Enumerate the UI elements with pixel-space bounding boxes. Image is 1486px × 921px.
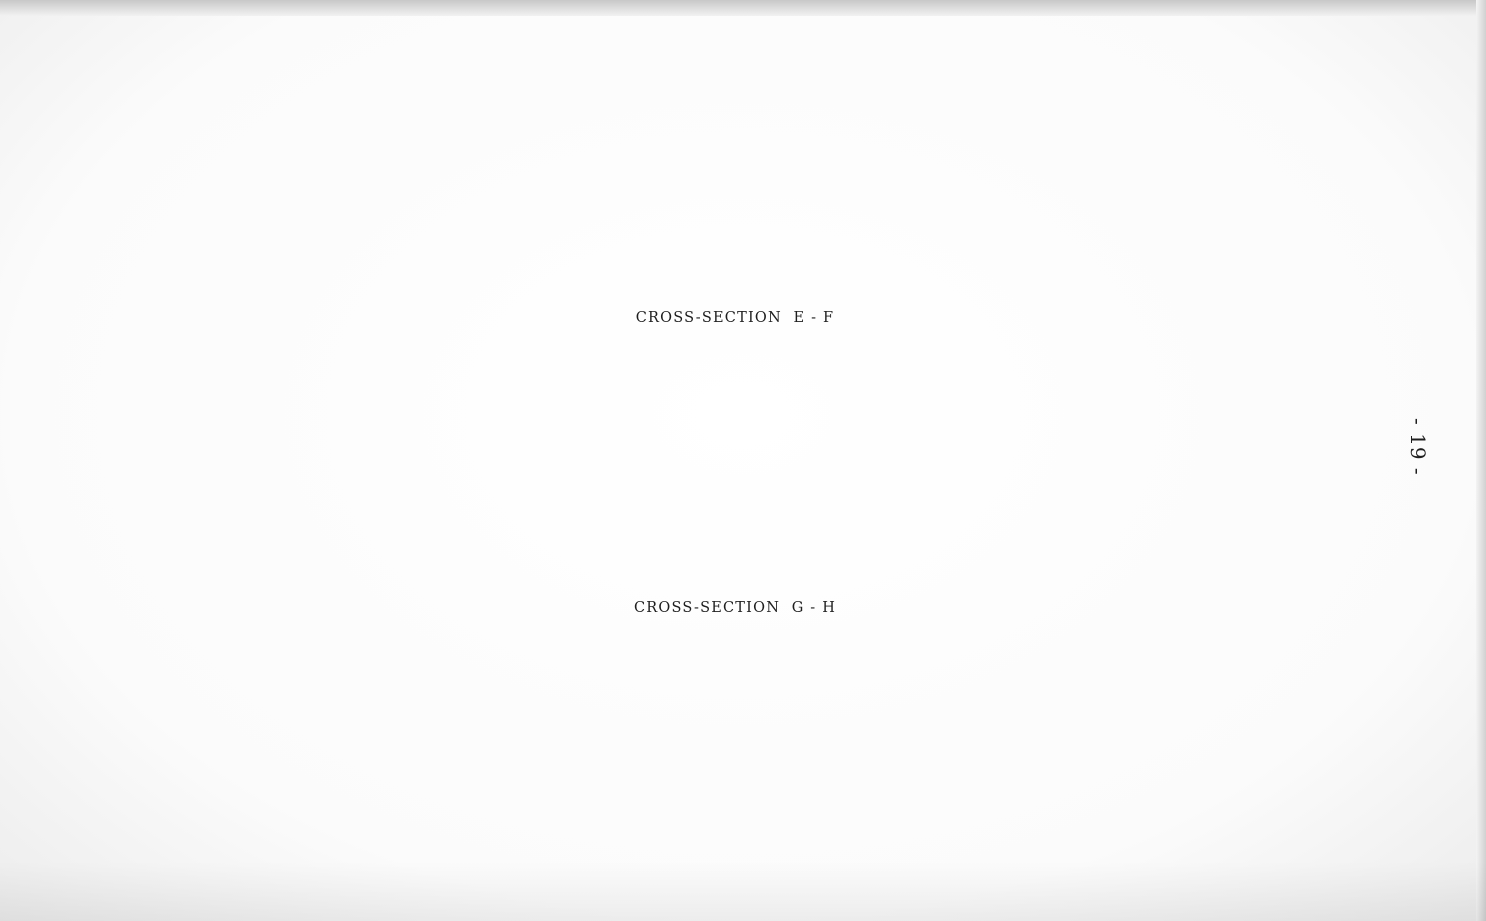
section-heading-g-h: CROSS-SECTION G - H	[633, 600, 837, 616]
scan-edge-top	[0, 0, 1486, 16]
section-heading-e-f: CROSS-SECTION E - F	[635, 310, 835, 326]
scan-shadow-bottom	[0, 861, 1486, 921]
scan-edge-right	[1476, 0, 1486, 921]
page-number: - 19 -	[1406, 418, 1430, 476]
